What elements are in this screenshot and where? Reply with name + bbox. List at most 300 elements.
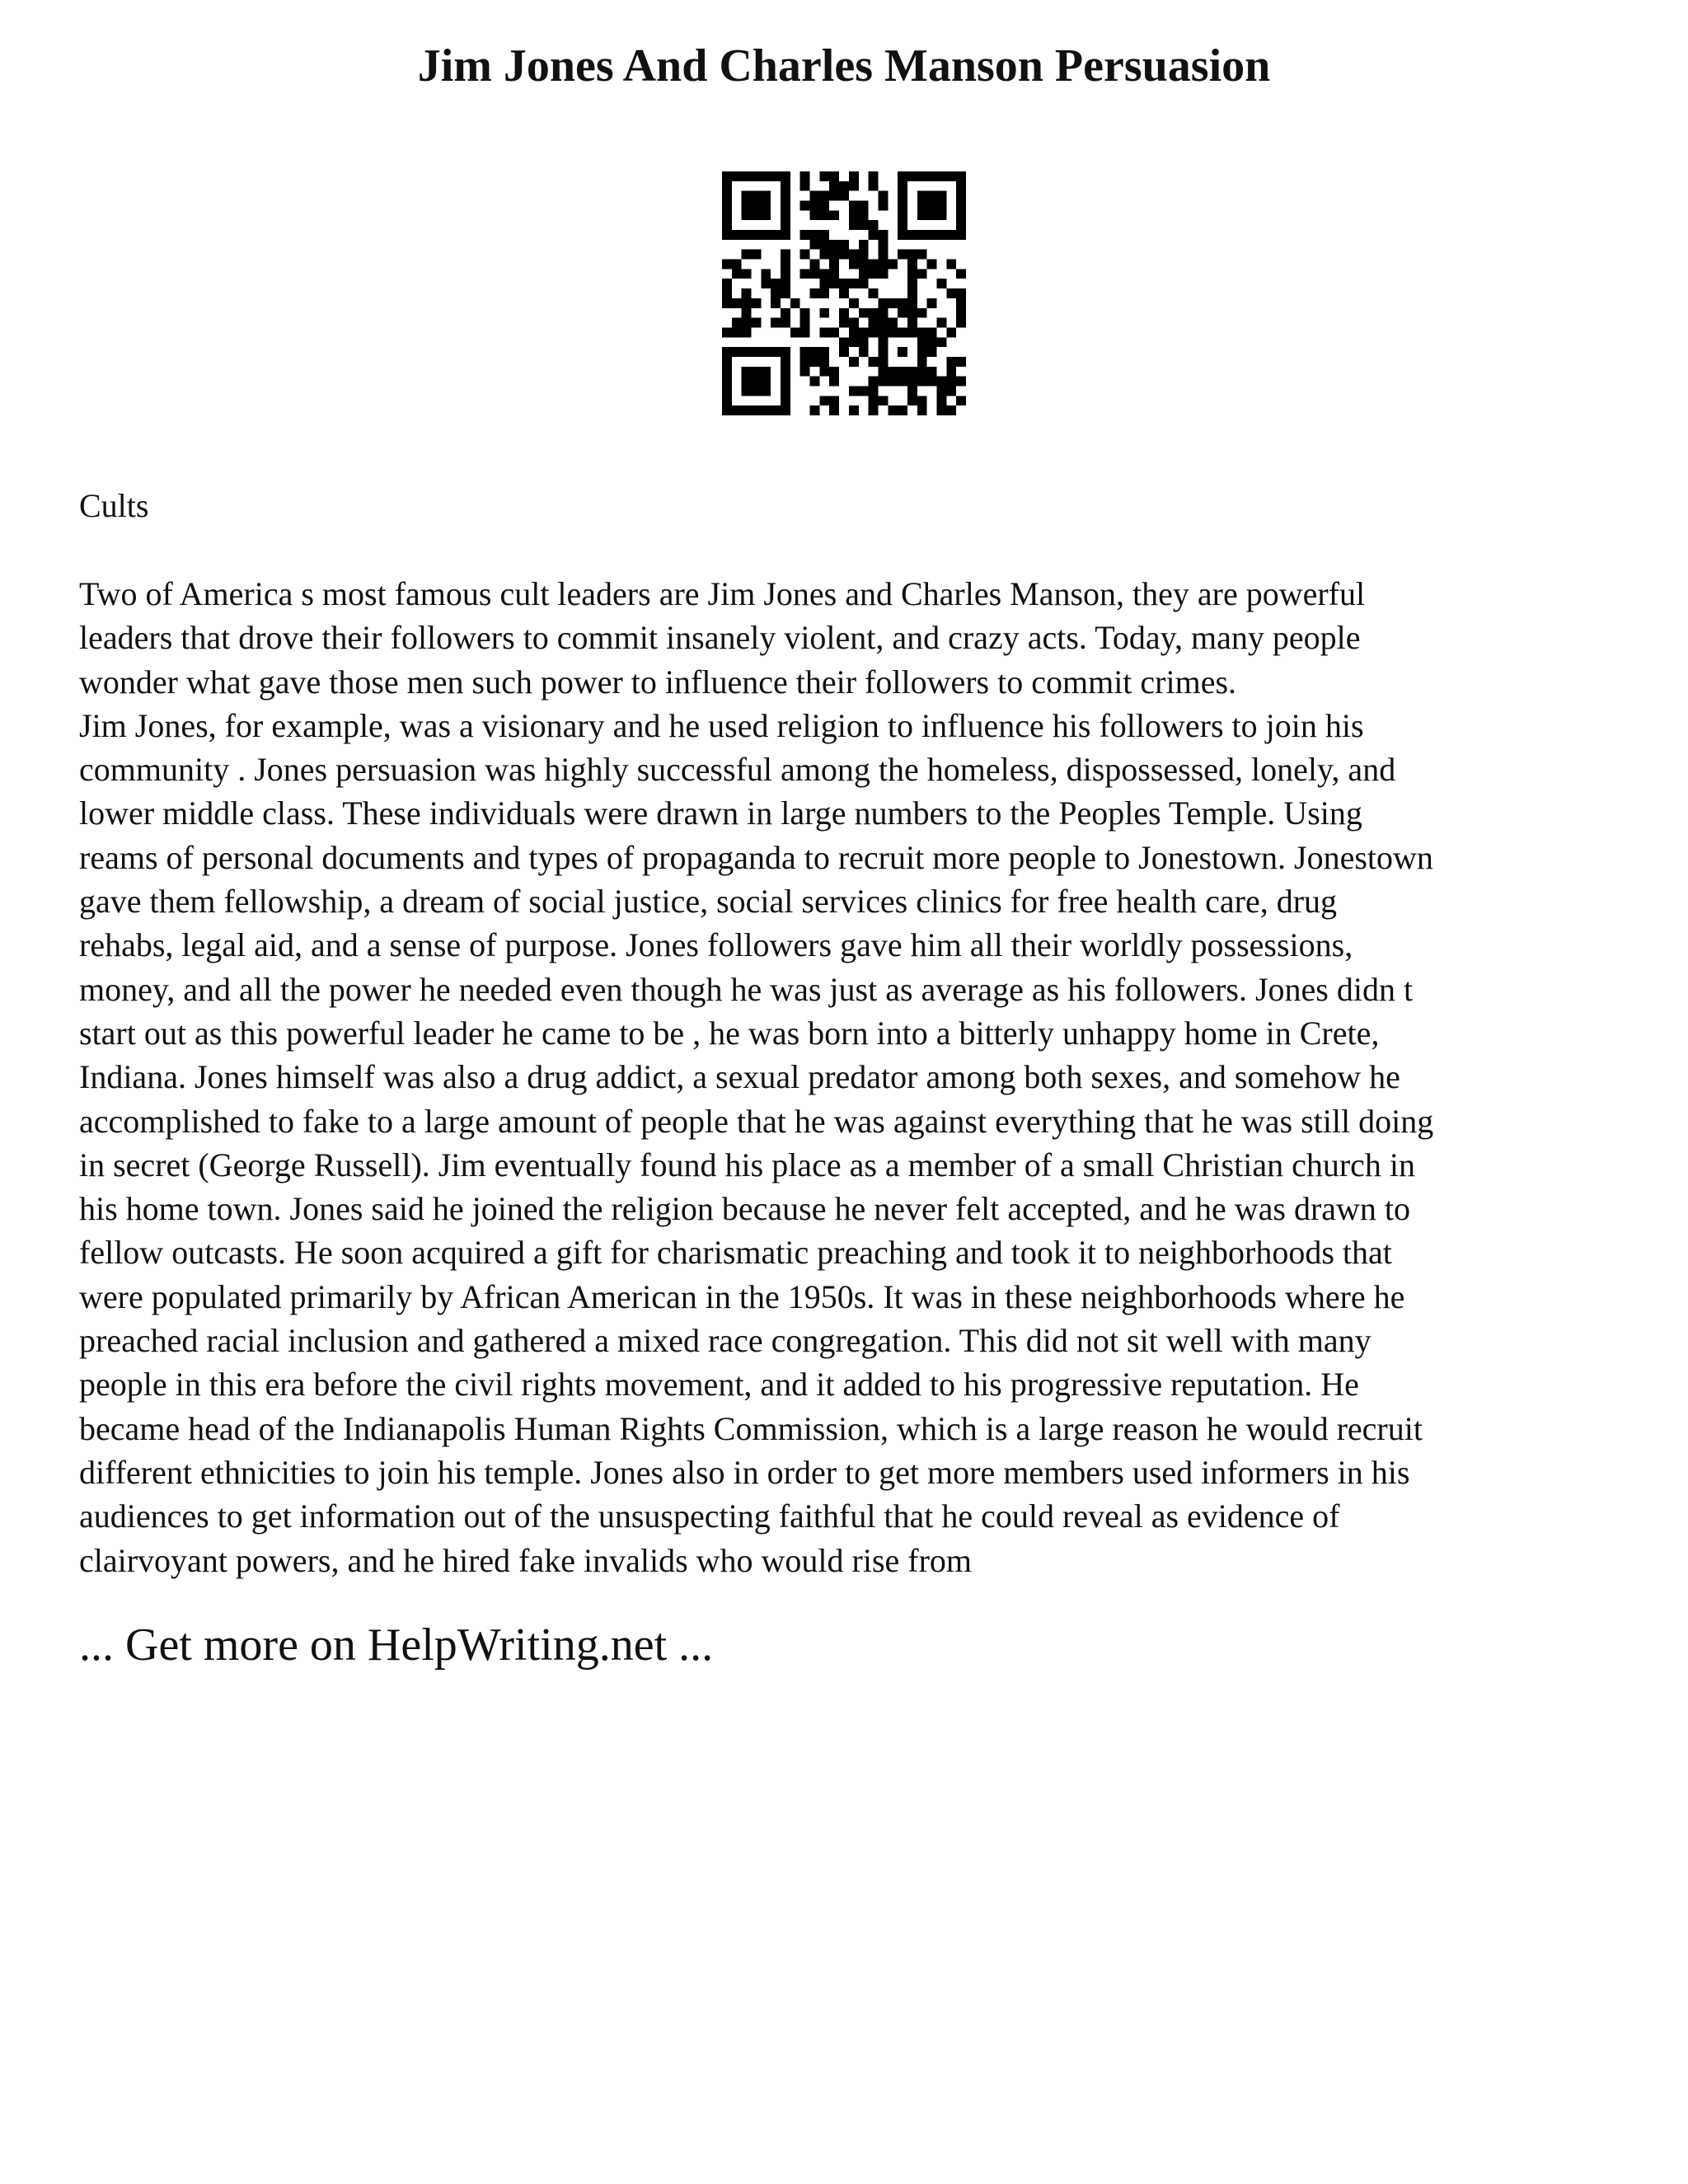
qr-module bbox=[742, 377, 752, 387]
qr-module bbox=[849, 201, 859, 211]
qr-module bbox=[898, 210, 907, 220]
qr-module bbox=[819, 250, 829, 260]
qr-module bbox=[907, 327, 917, 337]
qr-module bbox=[898, 405, 907, 415]
qr-module bbox=[761, 377, 771, 387]
qr-module bbox=[819, 357, 829, 367]
qr-module bbox=[849, 318, 859, 328]
qr-module bbox=[888, 318, 898, 328]
qr-module bbox=[829, 377, 839, 387]
qr-module bbox=[722, 220, 732, 230]
qr-module bbox=[927, 230, 937, 240]
qr-module bbox=[869, 288, 879, 298]
qr-module bbox=[781, 318, 790, 328]
qr-module bbox=[761, 230, 771, 240]
qr-module bbox=[936, 405, 946, 415]
qr-module bbox=[810, 191, 820, 201]
qr-module bbox=[722, 210, 732, 220]
body-line: Two of America s most famous cult leaders are Jim Jones and Charles Manson, they are powerful bbox=[79, 575, 1366, 612]
qr-module bbox=[839, 308, 849, 318]
qr-module bbox=[742, 298, 752, 308]
qr-module bbox=[752, 201, 762, 211]
qr-module bbox=[722, 181, 732, 191]
qr-module bbox=[819, 191, 829, 201]
qr-module bbox=[859, 220, 869, 230]
qr-module bbox=[771, 230, 781, 240]
qr-module bbox=[742, 347, 752, 357]
qr-module bbox=[722, 279, 732, 288]
qr-module bbox=[829, 269, 839, 279]
qr-module bbox=[936, 230, 946, 240]
qr-module bbox=[956, 201, 966, 211]
qr-module bbox=[917, 405, 927, 415]
qr-code-icon bbox=[722, 171, 966, 415]
qr-module bbox=[956, 269, 966, 279]
qr-module bbox=[761, 191, 771, 201]
qr-module bbox=[781, 230, 790, 240]
body-line: community . Jones persuasion was highly successful among the homeless, dispossessed, lonely, and bbox=[79, 751, 1396, 789]
body-line: lower middle class. These individuals were drawn in large numbers to the Peoples Temple. Using bbox=[79, 794, 1362, 832]
qr-module bbox=[810, 201, 820, 211]
qr-module bbox=[878, 250, 888, 260]
qr-module bbox=[859, 279, 869, 288]
qr-module bbox=[829, 191, 839, 201]
qr-module bbox=[819, 201, 829, 211]
qr-module bbox=[869, 171, 879, 181]
qr-module bbox=[878, 298, 888, 308]
qr-module bbox=[917, 367, 927, 377]
qr-module bbox=[936, 386, 946, 396]
qr-module bbox=[936, 318, 946, 328]
qr-module bbox=[946, 230, 956, 240]
qr-module bbox=[742, 201, 752, 211]
qr-module bbox=[732, 260, 742, 269]
qr-module bbox=[781, 250, 790, 260]
qr-module bbox=[917, 230, 927, 240]
qr-module bbox=[819, 396, 829, 405]
qr-module bbox=[917, 357, 927, 367]
qr-module bbox=[907, 396, 917, 405]
qr-module bbox=[907, 279, 917, 288]
body-line: became head of the Indianapolis Human Rights Commission, which is a large reason he would recruit bbox=[79, 1409, 1423, 1447]
qr-module bbox=[829, 181, 839, 191]
qr-module bbox=[849, 171, 859, 181]
qr-module bbox=[761, 171, 771, 181]
qr-module bbox=[927, 260, 937, 269]
body-line: wonder what gave those men such power to influence their followers to commit crimes. bbox=[79, 663, 1237, 701]
qr-module bbox=[819, 230, 829, 240]
qr-module bbox=[878, 201, 888, 211]
qr-module bbox=[946, 386, 956, 396]
qr-module bbox=[927, 367, 937, 377]
qr-module bbox=[917, 347, 927, 357]
body-line: start out as this powerful leader he came to be , he was born into a bitterly unhappy home in Crete, bbox=[79, 1014, 1380, 1052]
qr-module bbox=[732, 298, 742, 308]
qr-module bbox=[829, 405, 839, 415]
qr-module bbox=[898, 230, 907, 240]
qr-module bbox=[849, 386, 859, 396]
qr-module bbox=[790, 298, 800, 308]
qr-module bbox=[936, 337, 946, 347]
qr-module bbox=[800, 357, 810, 367]
qr-module bbox=[878, 308, 888, 318]
qr-module bbox=[722, 327, 732, 337]
qr-module bbox=[878, 327, 888, 337]
qr-module bbox=[859, 210, 869, 220]
body-line: rehabs, legal aid, and a sense of purpose. Jones followers gave him all their worldly possessions, bbox=[79, 926, 1353, 964]
qr-module bbox=[917, 201, 927, 211]
qr-module bbox=[956, 396, 966, 405]
qr-module bbox=[810, 240, 820, 250]
qr-module bbox=[927, 327, 937, 337]
qr-module bbox=[742, 171, 752, 181]
qr-module bbox=[752, 210, 762, 220]
qr-module bbox=[761, 347, 771, 357]
qr-module bbox=[771, 405, 781, 415]
qr-module bbox=[781, 210, 790, 220]
qr-module bbox=[722, 230, 732, 240]
qr-module bbox=[752, 318, 762, 328]
qr-module bbox=[849, 279, 859, 288]
qr-module bbox=[956, 230, 966, 240]
qr-module bbox=[907, 250, 917, 260]
qr-module bbox=[956, 210, 966, 220]
qr-module bbox=[781, 367, 790, 377]
qr-module bbox=[810, 210, 820, 220]
qr-module bbox=[898, 308, 907, 318]
qr-module bbox=[781, 308, 790, 318]
qr-module bbox=[829, 260, 839, 269]
qr-module bbox=[742, 327, 752, 337]
qr-module bbox=[800, 347, 810, 357]
qr-module bbox=[800, 171, 810, 181]
qr-module bbox=[810, 347, 820, 357]
qr-module bbox=[752, 171, 762, 181]
body-line: preached racial inclusion and gathered a mixed race congregation. This did not sit well with many bbox=[79, 1322, 1372, 1360]
qr-module bbox=[849, 250, 859, 260]
qr-module bbox=[927, 191, 937, 201]
body-line: his home town. Jones said he joined the religion because he never felt accepted, and he was drawn to bbox=[79, 1190, 1411, 1228]
qr-module bbox=[810, 377, 820, 387]
qr-module bbox=[917, 308, 927, 318]
qr-module bbox=[907, 288, 917, 298]
qr-module bbox=[917, 269, 927, 279]
qr-module bbox=[869, 357, 879, 367]
qr-module bbox=[819, 367, 829, 377]
qr-module bbox=[829, 396, 839, 405]
qr-module bbox=[946, 405, 956, 415]
qr-module bbox=[907, 260, 917, 269]
qr-module bbox=[771, 298, 781, 308]
qr-module bbox=[819, 288, 829, 298]
qr-module bbox=[742, 288, 752, 298]
qr-module bbox=[878, 240, 888, 250]
qr-module bbox=[819, 269, 829, 279]
qr-module bbox=[781, 279, 790, 288]
qr-module bbox=[936, 201, 946, 211]
qr-module bbox=[859, 337, 869, 347]
qr-module bbox=[936, 171, 946, 181]
qr-module bbox=[742, 210, 752, 220]
qr-module bbox=[752, 347, 762, 357]
qr-module bbox=[761, 210, 771, 220]
qr-module bbox=[888, 367, 898, 377]
qr-module bbox=[800, 269, 810, 279]
qr-module bbox=[771, 318, 781, 328]
qr-module bbox=[956, 298, 966, 308]
qr-module bbox=[869, 269, 879, 279]
qr-module bbox=[917, 327, 927, 337]
qr-module bbox=[800, 308, 810, 318]
qr-module bbox=[752, 191, 762, 201]
qr-module bbox=[722, 405, 732, 415]
qr-module bbox=[878, 396, 888, 405]
qr-module bbox=[781, 347, 790, 357]
qr-module bbox=[878, 347, 888, 357]
qr-module bbox=[732, 318, 742, 328]
qr-module bbox=[761, 405, 771, 415]
qr-module bbox=[800, 367, 810, 377]
qr-module bbox=[859, 240, 869, 250]
qr-module bbox=[819, 210, 829, 220]
qr-module bbox=[888, 377, 898, 387]
get-more-link[interactable]: ... Get more on HelpWriting.net ... bbox=[79, 1619, 714, 1671]
qr-module bbox=[927, 171, 937, 181]
qr-module bbox=[859, 201, 869, 211]
qr-module bbox=[869, 308, 879, 318]
qr-module bbox=[829, 210, 839, 220]
qr-module bbox=[722, 260, 732, 269]
qr-module bbox=[878, 269, 888, 279]
qr-module bbox=[732, 230, 742, 240]
qr-module bbox=[859, 327, 869, 337]
qr-module bbox=[888, 298, 898, 308]
qr-module bbox=[742, 230, 752, 240]
qr-module bbox=[898, 377, 907, 387]
qr-module bbox=[849, 210, 859, 220]
qr-module bbox=[781, 171, 790, 181]
body-line: Indiana. Jones himself was also a drug addict, a sexual predator among both sexes, and somehow he bbox=[79, 1058, 1400, 1096]
qr-module bbox=[917, 396, 927, 405]
section-label: Cults bbox=[79, 487, 149, 524]
qr-module bbox=[781, 201, 790, 211]
qr-module bbox=[956, 220, 966, 230]
qr-module bbox=[917, 337, 927, 347]
qr-module bbox=[859, 269, 869, 279]
qr-module bbox=[781, 269, 790, 279]
qr-module bbox=[946, 327, 956, 337]
qr-module bbox=[936, 396, 946, 405]
qr-module bbox=[907, 269, 917, 279]
qr-module bbox=[869, 377, 879, 387]
qr-module bbox=[907, 386, 917, 396]
qr-module bbox=[917, 171, 927, 181]
qr-module bbox=[898, 220, 907, 230]
qr-module bbox=[839, 181, 849, 191]
qr-module bbox=[752, 405, 762, 415]
qr-module bbox=[810, 357, 820, 367]
qr-module bbox=[869, 396, 879, 405]
qr-module bbox=[839, 337, 849, 347]
qr-module bbox=[917, 250, 927, 260]
qr-module bbox=[859, 347, 869, 357]
body-line: leaders that drove their followers to commit insanely violent, and crazy acts. Today, many people bbox=[79, 619, 1361, 657]
qr-module bbox=[907, 377, 917, 387]
qr-module bbox=[936, 210, 946, 220]
qr-module bbox=[878, 318, 888, 328]
document-title: Jim Jones And Charles Manson Persuasion bbox=[417, 40, 1271, 91]
qr-module bbox=[936, 279, 946, 288]
qr-module bbox=[869, 405, 879, 415]
qr-module bbox=[781, 396, 790, 405]
qr-module bbox=[761, 279, 771, 288]
qr-module bbox=[752, 367, 762, 377]
qr-module bbox=[722, 171, 732, 181]
qr-module bbox=[946, 288, 956, 298]
body-line: clairvoyant powers, and he hired fake invalids who would rise from bbox=[79, 1541, 973, 1579]
qr-module bbox=[839, 347, 849, 357]
qr-module bbox=[771, 171, 781, 181]
qr-module bbox=[898, 367, 907, 377]
qr-module bbox=[829, 240, 839, 250]
qr-module bbox=[869, 181, 879, 191]
qr-module bbox=[752, 386, 762, 396]
qr-module bbox=[927, 337, 937, 347]
qr-module bbox=[946, 171, 956, 181]
qr-module bbox=[946, 377, 956, 387]
qr-module bbox=[878, 357, 888, 367]
qr-module bbox=[849, 357, 859, 367]
qr-module bbox=[781, 288, 790, 298]
body-line: reams of personal documents and types of propaganda to recruit more people to Jonestown. Jonestown bbox=[79, 838, 1433, 876]
qr-module bbox=[859, 260, 869, 269]
qr-module bbox=[956, 308, 966, 318]
qr-module bbox=[800, 327, 810, 337]
qr-module bbox=[819, 279, 829, 288]
qr-module bbox=[849, 220, 859, 230]
qr-module bbox=[771, 288, 781, 298]
qr-module bbox=[839, 191, 849, 201]
qr-module bbox=[781, 357, 790, 367]
qr-module bbox=[752, 250, 762, 260]
qr-module bbox=[732, 171, 742, 181]
qr-module bbox=[742, 367, 752, 377]
qr-module bbox=[761, 269, 771, 279]
qr-module bbox=[800, 230, 810, 240]
qr-module bbox=[810, 260, 820, 269]
body-line: gave them fellowship, a dream of social justice, social services clinics for free health care, drug bbox=[79, 883, 1338, 921]
qr-module bbox=[742, 269, 752, 279]
qr-module bbox=[878, 230, 888, 240]
qr-module bbox=[946, 260, 956, 269]
qr-module bbox=[771, 279, 781, 288]
qr-module bbox=[819, 171, 829, 181]
qr-module bbox=[722, 357, 732, 367]
qr-module bbox=[859, 386, 869, 396]
qr-module bbox=[956, 357, 966, 367]
qr-module bbox=[722, 386, 732, 396]
qr-module bbox=[946, 367, 956, 377]
qr-module bbox=[829, 171, 839, 181]
qr-module bbox=[849, 260, 859, 269]
qr-module bbox=[849, 298, 859, 308]
qr-module bbox=[888, 327, 898, 337]
qr-module bbox=[790, 327, 800, 337]
qr-module bbox=[761, 201, 771, 211]
qr-module bbox=[907, 308, 917, 318]
qr-module bbox=[917, 191, 927, 201]
qr-module bbox=[917, 210, 927, 220]
qr-module bbox=[859, 250, 869, 260]
qr-module bbox=[742, 318, 752, 328]
qr-module bbox=[732, 405, 742, 415]
qr-module bbox=[761, 386, 771, 396]
qr-module bbox=[869, 386, 879, 396]
qr-module bbox=[907, 230, 917, 240]
qr-module bbox=[878, 337, 888, 347]
qr-module bbox=[956, 288, 966, 298]
qr-module bbox=[742, 250, 752, 260]
qr-module bbox=[752, 298, 762, 308]
qr-module bbox=[849, 181, 859, 191]
qr-module bbox=[956, 377, 966, 387]
qr-module bbox=[927, 201, 937, 211]
qr-module bbox=[829, 367, 839, 377]
qr-module bbox=[732, 327, 742, 337]
qr-module bbox=[869, 260, 879, 269]
qr-module bbox=[819, 308, 829, 318]
qr-module bbox=[936, 377, 946, 387]
qr-module bbox=[907, 298, 917, 308]
qr-module bbox=[722, 396, 732, 405]
qr-module bbox=[829, 327, 839, 337]
qr-module bbox=[839, 279, 849, 288]
qr-module bbox=[800, 181, 810, 191]
qr-module bbox=[859, 308, 869, 318]
qr-module bbox=[917, 377, 927, 387]
qr-module bbox=[722, 367, 732, 377]
qr-module bbox=[956, 191, 966, 201]
qr-module bbox=[722, 377, 732, 387]
body-line: money, and all the power he needed even though he was just as average as his followers. Jones didn t bbox=[79, 970, 1414, 1008]
qr-module bbox=[888, 405, 898, 415]
qr-module bbox=[829, 250, 839, 260]
qr-module bbox=[722, 347, 732, 357]
qr-module bbox=[936, 191, 946, 201]
qr-module bbox=[810, 405, 820, 415]
qr-module bbox=[878, 367, 888, 377]
qr-module bbox=[732, 347, 742, 357]
qr-module bbox=[722, 191, 732, 201]
qr-module bbox=[849, 337, 859, 347]
qr-module bbox=[810, 288, 820, 298]
qr-module bbox=[869, 220, 879, 230]
qr-module bbox=[927, 347, 937, 357]
qr-module bbox=[898, 347, 907, 357]
qr-module bbox=[781, 181, 790, 191]
qr-module bbox=[819, 347, 829, 357]
qr-module bbox=[781, 260, 790, 269]
qr-module bbox=[839, 250, 849, 260]
qr-module bbox=[878, 191, 888, 201]
qr-module bbox=[956, 181, 966, 191]
qr-module bbox=[742, 308, 752, 318]
qr-module bbox=[869, 230, 879, 240]
body-text bbox=[79, 572, 1629, 1582]
qr-module bbox=[800, 250, 810, 260]
qr-module bbox=[898, 181, 907, 191]
qr-module bbox=[829, 279, 839, 288]
